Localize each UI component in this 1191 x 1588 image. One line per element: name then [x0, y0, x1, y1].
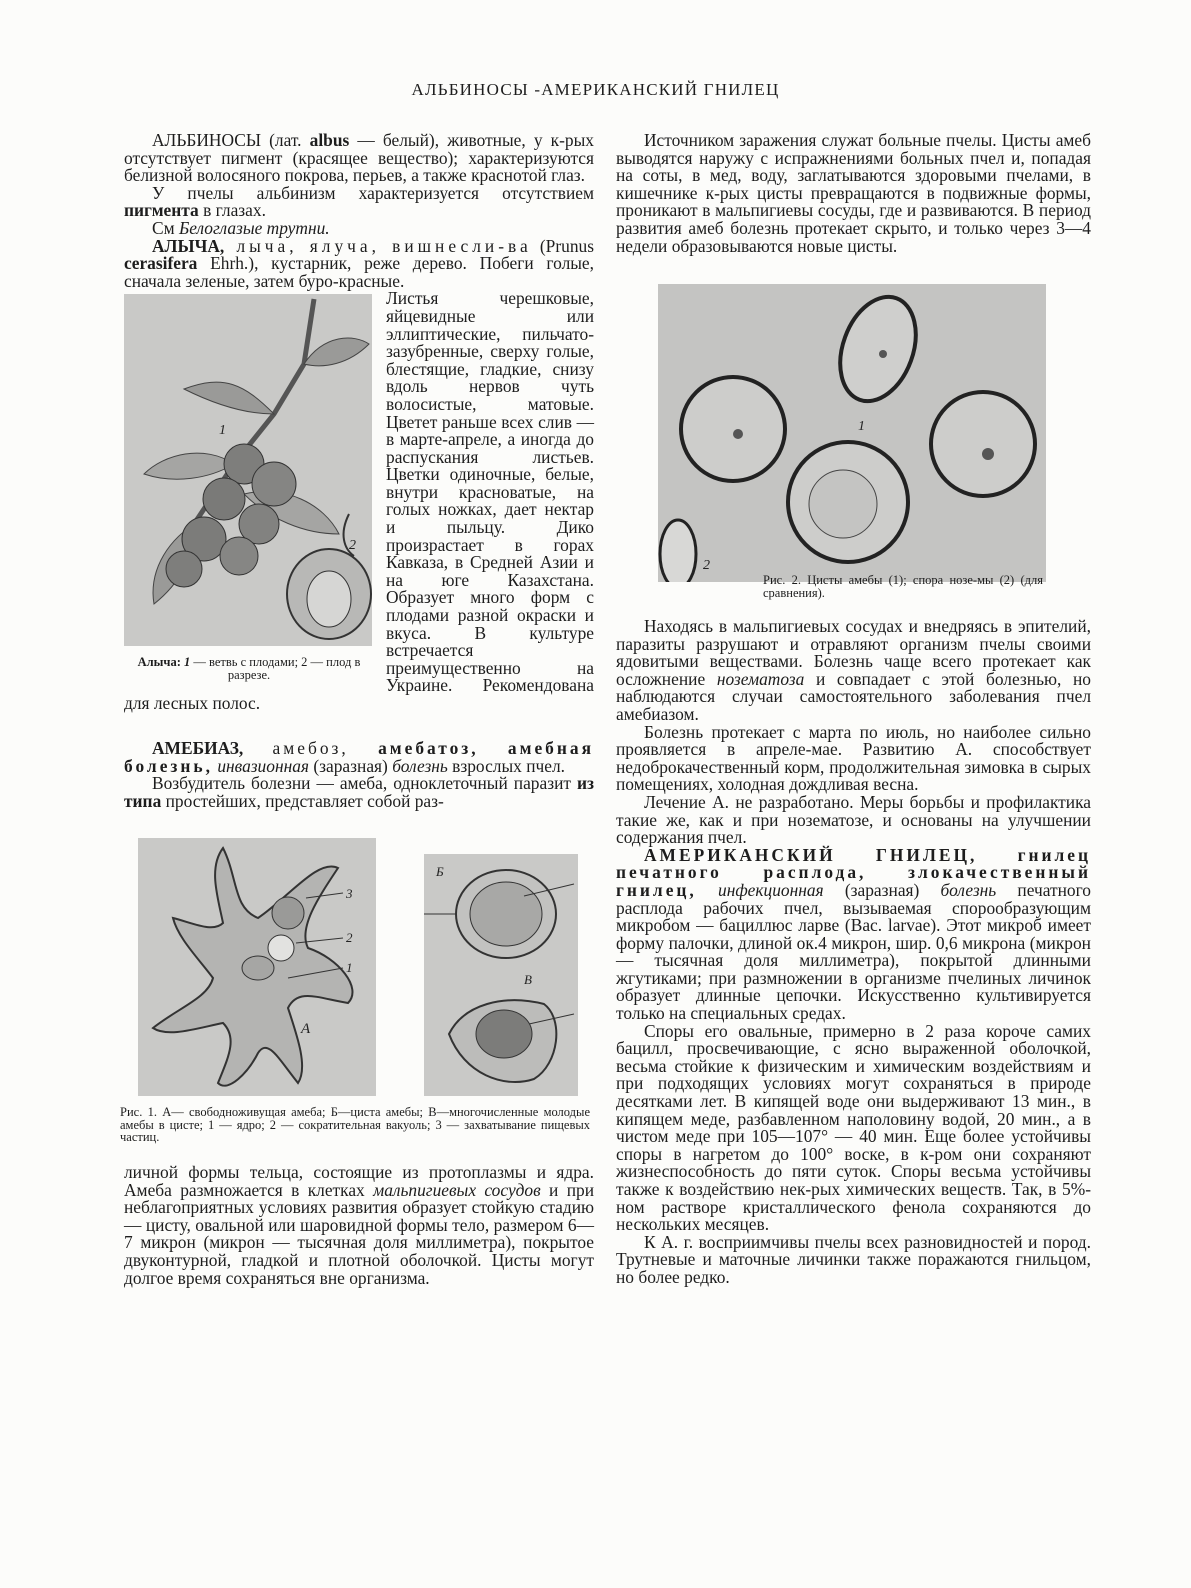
amebiaz-syn-a: амебоз,: [243, 738, 379, 758]
fig1-label-1: 1: [346, 960, 353, 975]
alycha-cap-b: — ветвь с плодами; 2 — плод в разрезе.: [190, 655, 361, 682]
albinos-text-b: — белый), животные, у к-рых отсутствует пигмент (красящее вещество); характеризуются белизной волосяного покрова, перьев, а также краснотой глаз.: [124, 130, 594, 186]
figure-2: [658, 284, 1046, 600]
figure-2-caption: Рис. 2. Цисты амебы (1); спора нозе-мы (2) (для сравнения).: [763, 573, 1043, 600]
amebiaz-italic-b: болезнь: [392, 755, 448, 776]
cysts-illustration: [658, 284, 1046, 582]
alycha-fig-label-1: 1: [219, 423, 226, 439]
right-continuation: [616, 618, 1091, 1287]
spores-paragraph: Споры его овальные, примерно в 2 раза короче самих бацилл, просвечивающие, с ясно выраженной оболочкой, весьма стойкие к физическим и химическим воздействиям и при подходящих условиях могут сохраняться в природе десятками лет. В кипящей воде они выдерживают 13 мин., в кипящем меде, разбавленном наполовину водой, 20 мин., а в чистом меде при 105—107° — 40 мин. Еще более устойчивы споры в нагретом до 100° воске, в к-ром они сохраняют жизнеспособность до пяти суток. Споры весьма устойчивы также к воздействию нек-рых химических веществ. Так, в 5%-ном растворе кристаллического фенола сохраняются до нескольких месяцев.: [616, 1020, 1091, 1235]
cysts-drawing: [658, 284, 1046, 582]
albinos-latin: albus: [309, 130, 350, 150]
albinos-bee-bold: пигмента: [124, 200, 199, 221]
amebiaz-pathogen: [124, 775, 594, 810]
amebiaz-entry: [124, 740, 594, 775]
cont-b: и при неблагоприятных условиях развития образует стойкую стадию — цисту, овальной или шаровидной формы тело, размером 6—7 микрон (микрон — тысячная доля миллиметра), покрытое двуконтурной, гладкой и плотной оболочкой. Цисты могут долгое время сохраняться вне организма.: [124, 1179, 595, 1288]
fig1-label-2: 2: [346, 930, 353, 945]
alycha-illustration: [124, 294, 372, 646]
alycha-text: Ehrh.), кустарник, реже дерево. Побеги голые, сначала зеленые, затем буро-красные.: [124, 253, 594, 291]
fig2-label-2: 2: [703, 558, 710, 573]
albinos-bee-paragraph: [124, 182, 594, 221]
foulbrood-italic: инфекционная: [696, 879, 824, 900]
p2-a: Находясь в мальпигиевых сосудах и внедряясь в эпителий, паразиты разрушают и отравляют организм пчелы своими ядовитыми веществами. Болезнь чаще всего протекает как осложнение: [616, 616, 1091, 689]
albinos-text-a: (лат.: [260, 130, 310, 150]
p2-b: и совпадает с этой болезнью, но наблюдаются случаи самостоятельного заболевания пчел амебиазом.: [616, 668, 1092, 724]
alycha-caption: [124, 656, 374, 681]
fig1-label-b: Б: [436, 864, 444, 879]
amoeba-drawing: [138, 838, 376, 1096]
alycha-entry-head: [124, 235, 594, 291]
foulbrood-text-b: печатного расплода рабочих пчел, вызываемая спорообразующим микробом — бациллюс ларве (Bac. larvae). Этот микроб имеет форму палочки, длиной ок.4 микрон, шир. 0,6 микрона (микрон — тысячная доля миллиметра), покрытой длинными жгутиками; при размножении в организме пчелиных личинок образует длинные цепочки. Искусственно культивируется только на специальных средах.: [616, 879, 1091, 1024]
fig1-label-a: А: [301, 1021, 311, 1037]
infection-source: Источником заражения служат больные пчелы. Цисты амеб выводятся наружу с испражнениями больных пчел и, попадая на соты, в мед, воду, заглатываются здоровыми пчелами, в кишечнике к-рых цисты превращаются в подвижные формы, проникают в мальпигиевы сосуды, где и развиваются. В период развития амеб болезнь протекает скрыто, и только через 3—4 недели образовываются новые цисты.: [616, 130, 1091, 256]
alycha-figure: [124, 294, 374, 681]
albinos-bee-a: У пчелы альбинизм характеризуется отсутствием: [152, 182, 594, 203]
pathogenesis: [616, 618, 1091, 724]
right-column: [616, 132, 1091, 255]
page-header: АЛЬБИНОСЫ -АМЕРИКАНСКИЙ ГНИЛЕЦ: [411, 80, 780, 99]
cont-a: личной формы тельца, состоящие из протоплазмы и ядра. Амеба размножается в клетках: [124, 1162, 594, 1200]
susceptibility-paragraph: К А. г. восприимчивы пчелы всех разновидностей и пород. Трутневые и маточные личинки также поражаются гнильцом, но более редко.: [616, 1231, 1091, 1287]
plum-branch-drawing: [124, 294, 372, 646]
pathogen-b: простейших, представляет собой раз-: [161, 790, 444, 811]
albinos-bee-b: в глазах.: [198, 200, 266, 221]
foulbrood-text-a: (заразная): [823, 879, 941, 900]
albinos-entry: [124, 132, 594, 185]
alycha-fig-label-2: 2: [349, 538, 356, 554]
fig1-label-v: В: [524, 972, 532, 987]
cont-italic: мальпигиевых сосудов: [373, 1179, 541, 1200]
amebiaz-syn-b: амебатоз, амебная болезнь,: [124, 738, 594, 776]
amebiaz-text-a: (заразная): [309, 755, 393, 776]
foulbrood-italic-b: болезнь: [940, 879, 997, 900]
figure-1-caption: Рис. 1. А— свободноживущая амеба; Б—циста амебы; В—многочисленные молодые амебы в цисте; 1 — ядро; 2 — сократительная вакуоль; 3 — захватывание пищевых частиц.: [120, 1105, 590, 1144]
fig2-label-1: 1: [858, 419, 865, 434]
cyst-illustration: [424, 854, 578, 1096]
alycha-cap-a: Алыча:: [137, 655, 184, 670]
american-foulbrood-entry: [616, 844, 1092, 1024]
treatment: Лечение А. не разработано. Меры борьбы и профилактика такие же, как и при нозематозе, и основаны на улучшении содержания пчел.: [616, 791, 1091, 848]
see-label: См: [152, 217, 179, 238]
left-continuation: [124, 1164, 594, 1287]
p2-italic: нозематоза: [716, 668, 805, 689]
alycha-latin-bold: cerasifera: [124, 253, 198, 274]
alycha-description: Листья черешковые, яйцевидные или эллиптические, пильчато-зазубренные, сверху голые, блестящие, гладкие, снизу вдоль нервов чуть волосистые, матовые. Цветет раньше всех слив — в марте-апреле, а иногда до распускания листьев. Цветки одиночные, белые, внутри красноватые, на голых ножках, дает нектар и пыльцу. Дико произрастает в горах Кавказа, в Средней Азии и на юге Казахстана. Образует много форм с плодами разной окраски и вкуса. В культуре встречается преимущественно на Украине. Рекомендована для лесных полос.: [124, 288, 594, 713]
see-link-white-eyed-drones[interactable]: Белоглазые трутни.: [178, 217, 330, 238]
alycha-synonyms: лыча, ялуча, вишнесли-ва: [224, 235, 532, 256]
fig1-label-3: 3: [346, 886, 353, 901]
amebiaz-text-b: взрослых пчел.: [447, 755, 565, 776]
amebiaz-block: [124, 740, 594, 810]
foulbrood-term: АМЕРИКАНСКИЙ ГНИЛЕЦ,: [644, 844, 978, 865]
amoeba-description: [124, 1164, 594, 1287]
cyst-drawing: [424, 854, 578, 1096]
amebiaz-term: АМЕБИАЗ,: [152, 738, 244, 758]
alycha-term: АЛЫЧА,: [152, 235, 225, 256]
amebiaz-italic-a: инвазионная: [217, 755, 309, 776]
seasonality: Болезнь протекает с марта по июль, но наиболее сильно проявляется в апреле-мае. Развитию А. способствует недоброкачественный корм, продолжительная зимовка в сырых помещениях, холодная дождливая весна.: [616, 721, 1091, 795]
albinos-term: АЛЬБИНОСЫ: [152, 130, 261, 150]
pathogen-a: Возбудитель болезни — амеба, одноклеточный паразит: [152, 773, 577, 794]
alycha-cap-n1: 1: [184, 655, 191, 670]
alycha-latin-a: (Prunus: [531, 235, 594, 256]
pathogen-bold: из типа: [124, 773, 594, 811]
left-column: [124, 132, 594, 713]
amoeba-illustration: [138, 838, 376, 1096]
foulbrood-synonyms: гнилец печатного расплода, злокачественный гнилец,: [616, 844, 1092, 900]
